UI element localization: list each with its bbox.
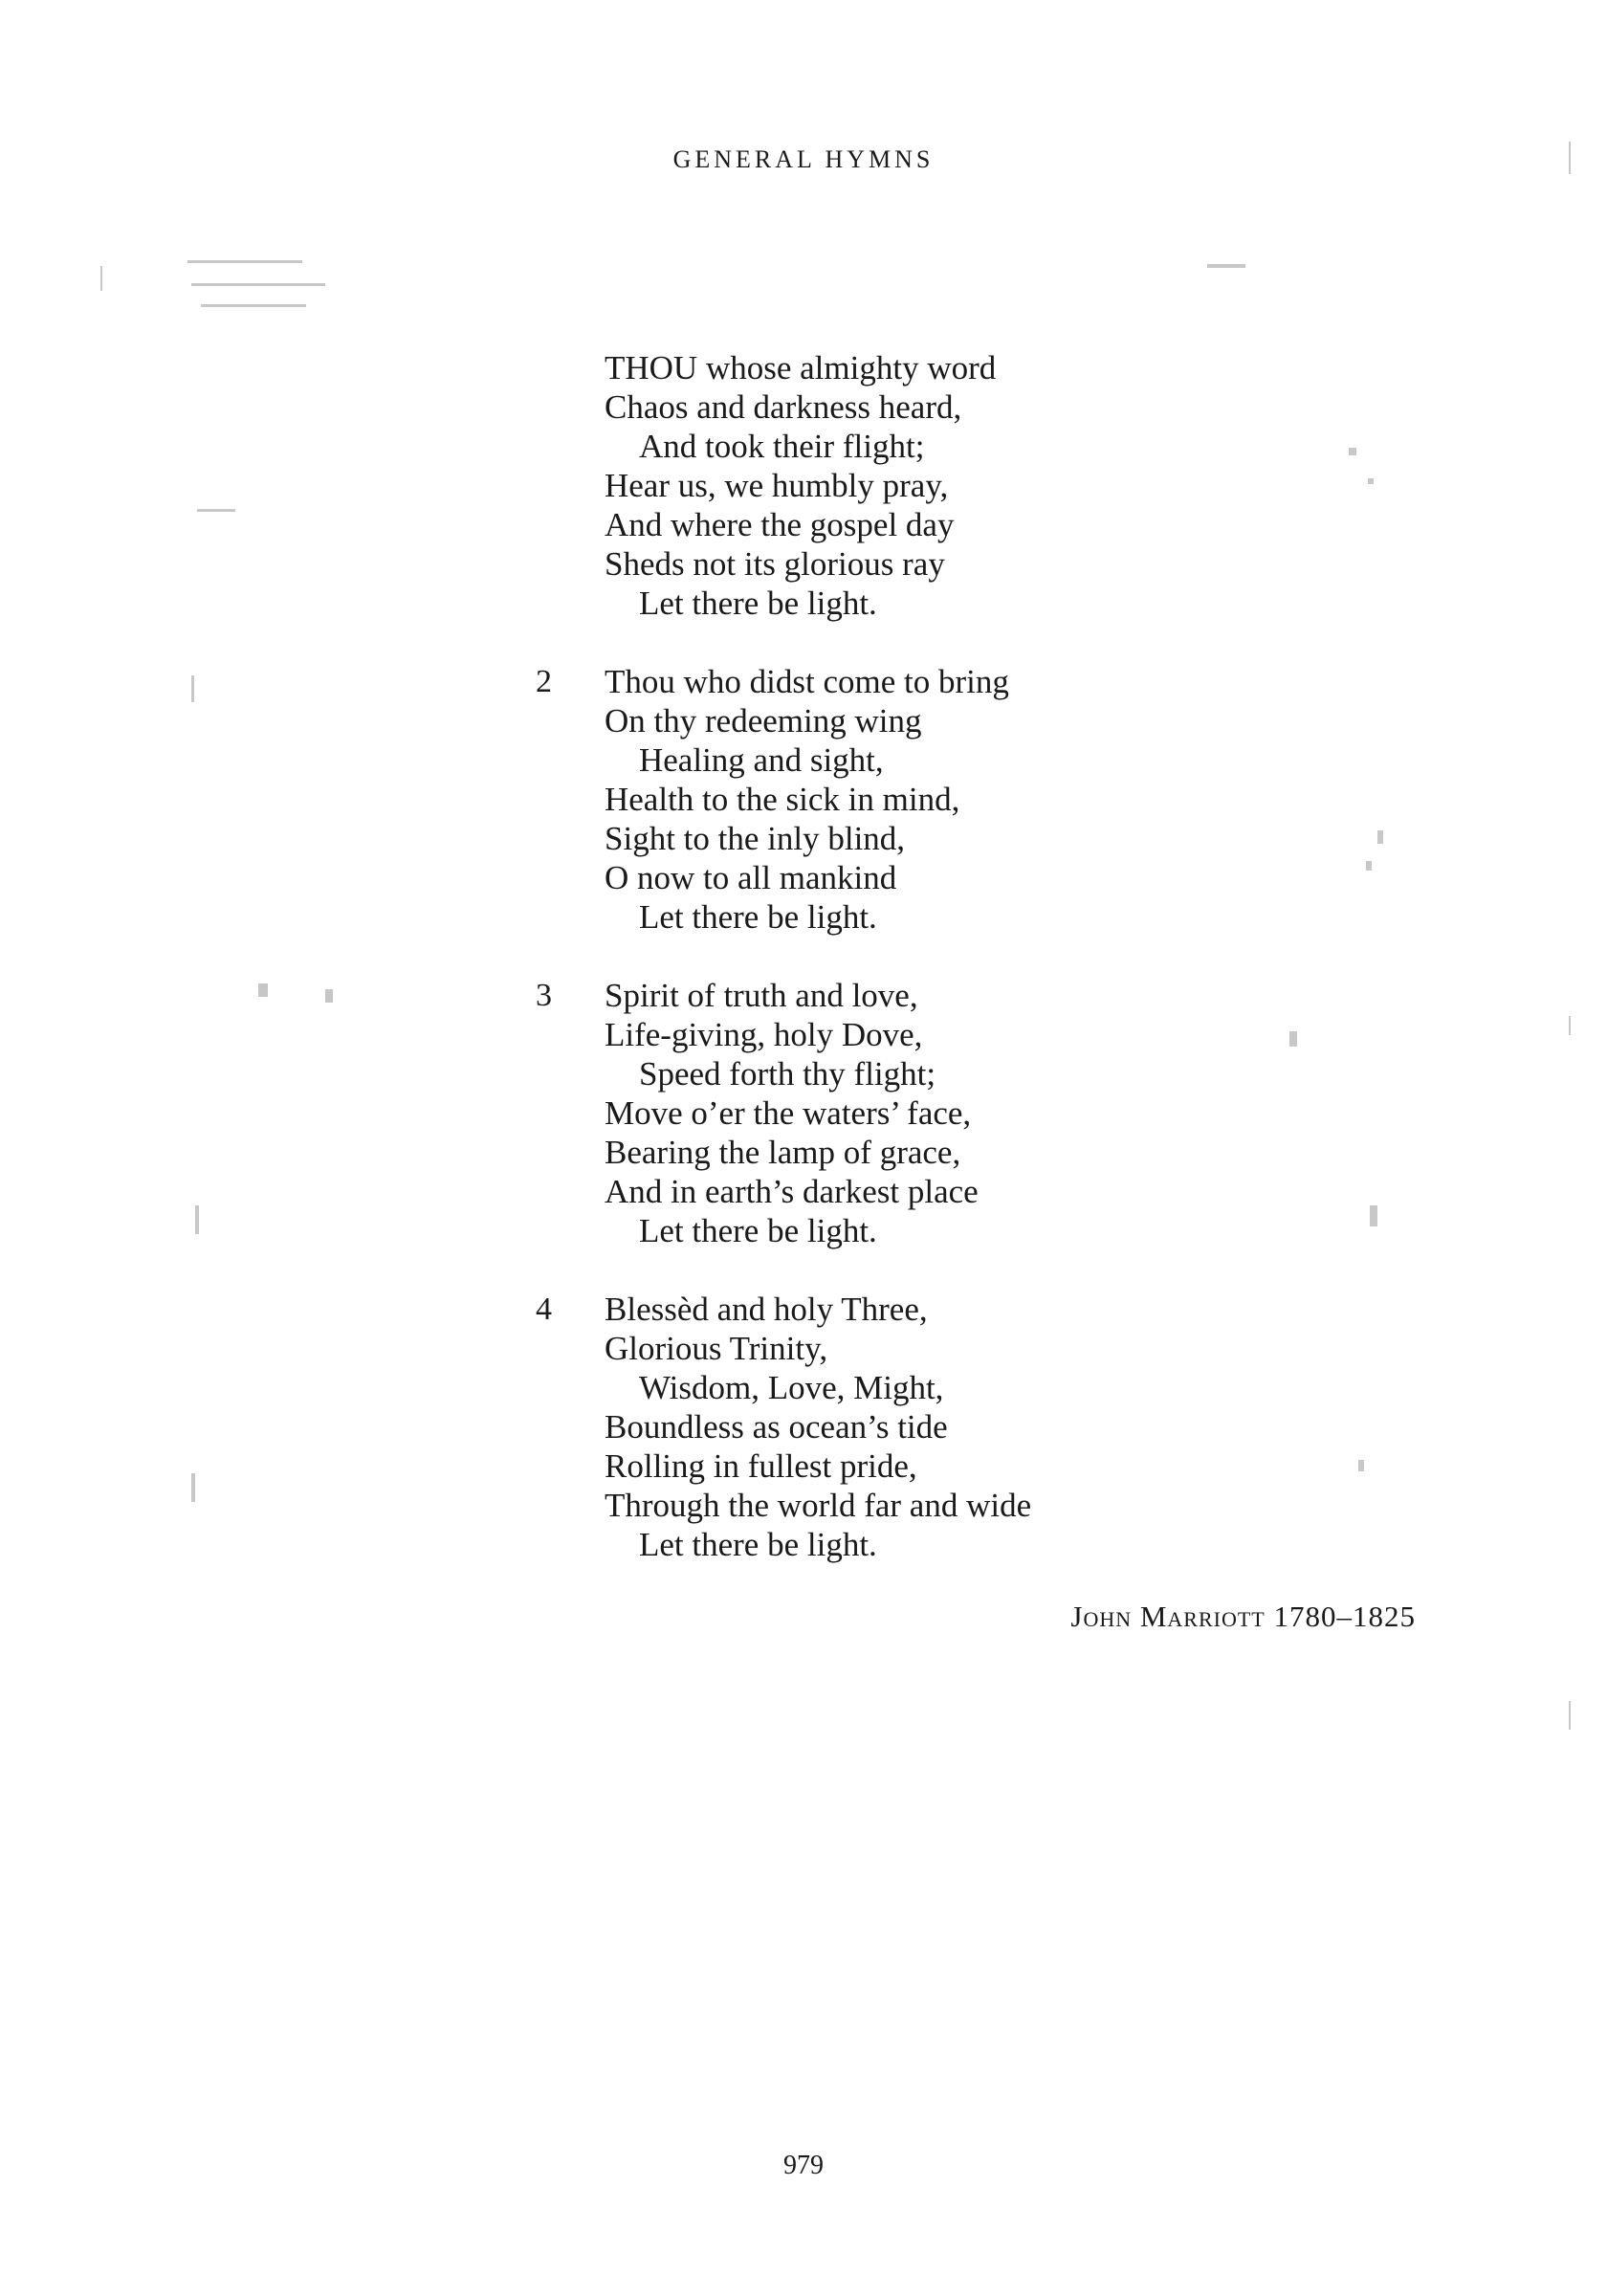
- verse-number: 2: [536, 664, 552, 699]
- verse-line: Health to the sick in mind,: [605, 781, 960, 818]
- verse-line: Glorious Trinity,: [605, 1330, 828, 1367]
- verse-line: On thy redeeming wing: [605, 702, 922, 740]
- verse-line: Let there be light.: [639, 585, 877, 622]
- verse-line: Speed forth thy flight;: [639, 1055, 936, 1093]
- verse-line: Rolling in fullest pride,: [605, 1447, 917, 1485]
- verse-line: Healing and sight,: [639, 741, 884, 779]
- verse-line: Spirit of truth and love,: [605, 977, 918, 1014]
- verse-line: Hear us, we humbly pray,: [605, 467, 949, 504]
- verse-line: Thou who didst come to bring: [605, 663, 1009, 700]
- verse-line: Blessèd and holy Three,: [605, 1291, 928, 1328]
- verse-line: Boundless as ocean’s tide: [605, 1408, 948, 1446]
- verse-line: And took their flight;: [639, 428, 925, 465]
- verse-4: [536, 1290, 1397, 1564]
- verse-number: 4: [536, 1292, 552, 1327]
- verse-line: Bearing the lamp of grace,: [605, 1134, 961, 1171]
- verse-line: Move o’er the waters’ face,: [605, 1094, 972, 1132]
- verse-line: Through the world far and wide: [605, 1487, 1032, 1524]
- verse-line: Let there be light.: [639, 1212, 877, 1249]
- author-attribution: John Marriott 1780–1825: [1070, 1600, 1416, 1633]
- verse-line: THOU whose almighty word: [605, 349, 997, 386]
- verse-line: Sight to the inly blind,: [605, 820, 906, 857]
- verse-2: [536, 662, 1397, 937]
- verse-line: Chaos and darkness heard,: [605, 388, 962, 426]
- verse-line: Let there be light.: [639, 1526, 877, 1563]
- verse-3: [536, 976, 1397, 1250]
- verse-line: And in earth’s darkest place: [605, 1173, 979, 1210]
- page-number: 979: [783, 2151, 824, 2180]
- verse-line: Wisdom, Love, Might,: [639, 1369, 944, 1406]
- verse-line: And where the gospel day: [605, 506, 955, 543]
- hymn-text: [536, 348, 1397, 1603]
- verse-line: Sheds not its glorious ray: [605, 545, 945, 583]
- verse-line: O now to all mankind: [605, 859, 897, 896]
- verse-line: Let there be light.: [639, 898, 877, 936]
- verse-line: Life-giving, holy Dove,: [605, 1016, 923, 1053]
- verse-number: 3: [536, 978, 552, 1013]
- verse-1: [536, 348, 1397, 623]
- running-head: GENERAL HYMNS: [672, 145, 935, 173]
